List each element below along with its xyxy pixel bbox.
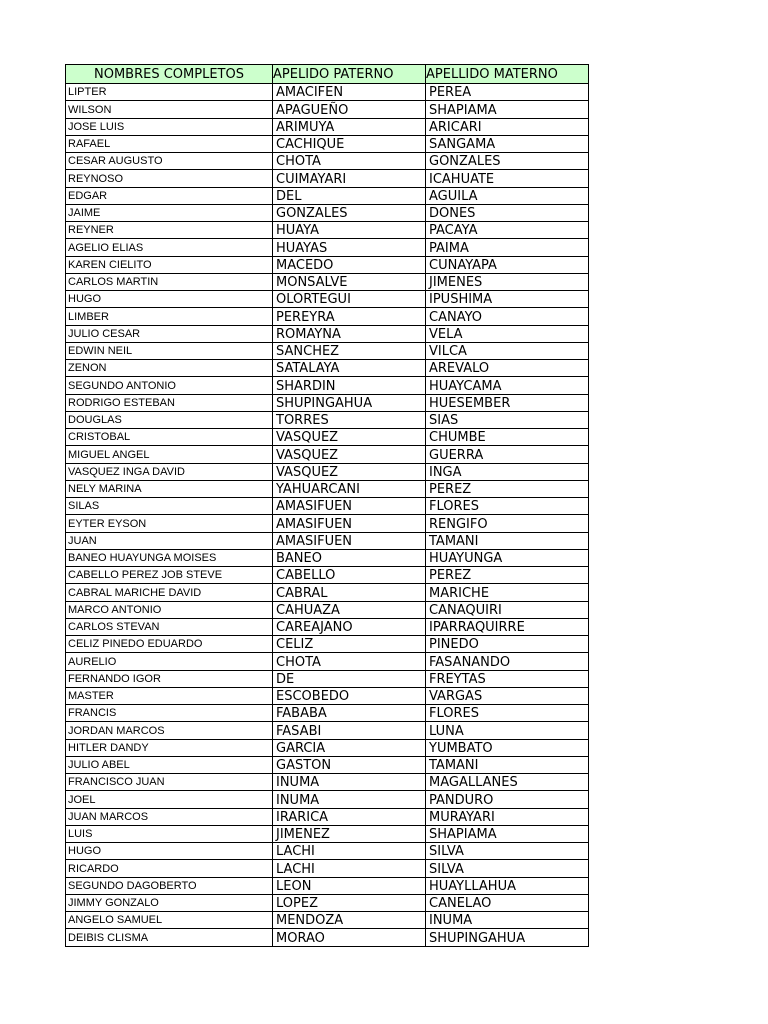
table-row — [66, 825, 589, 842]
cell-apellido-materno: YUMBATO — [426, 739, 589, 756]
cell-apellido-materno: IPARRAQUIRRE — [426, 618, 589, 635]
cell-apellido-materno: CHUMBE — [426, 429, 589, 446]
cell-apellido-paterno: CAHUAZA — [273, 601, 426, 618]
cell-nombres: LIMBER — [66, 308, 273, 325]
table-row — [66, 687, 589, 704]
cell-apellido-materno: TAMANI — [426, 532, 589, 549]
table-row — [66, 256, 589, 273]
table-row — [66, 929, 589, 946]
table-row — [66, 636, 589, 653]
cell-apellido-materno: AGUILA — [426, 187, 589, 204]
cell-nombres: FRANCIS — [66, 705, 273, 722]
table-row — [66, 808, 589, 825]
cell-apellido-paterno: OLORTEGUI — [273, 291, 426, 308]
cell-apellido-materno: HUESEMBER — [426, 394, 589, 411]
cell-apellido-paterno: GASTON — [273, 756, 426, 773]
cell-nombres: CESAR AUGUSTO — [66, 153, 273, 170]
table-row — [66, 515, 589, 532]
cell-apellido-paterno: CACHIQUE — [273, 135, 426, 152]
cell-apellido-paterno: LACHI — [273, 843, 426, 860]
table-row — [66, 411, 589, 428]
cell-apellido-materno: SILVA — [426, 843, 589, 860]
cell-apellido-paterno: SHARDIN — [273, 377, 426, 394]
cell-apellido-materno: FLORES — [426, 705, 589, 722]
cell-apellido-paterno: CABRAL — [273, 584, 426, 601]
cell-apellido-paterno: MONSALVE — [273, 273, 426, 290]
header-row — [66, 65, 589, 84]
cell-apellido-materno: SHAPIAMA — [426, 825, 589, 842]
table-row — [66, 670, 589, 687]
cell-nombres: CELIZ PINEDO EDUARDO — [66, 636, 273, 653]
cell-nombres: DOUGLAS — [66, 411, 273, 428]
table-row — [66, 222, 589, 239]
cell-apellido-materno: SIAS — [426, 411, 589, 428]
cell-apellido-paterno: SATALAYA — [273, 360, 426, 377]
cell-nombres: LUIS — [66, 825, 273, 842]
cell-apellido-paterno: DE — [273, 670, 426, 687]
cell-apellido-paterno: CUIMAYARI — [273, 170, 426, 187]
table-row — [66, 325, 589, 342]
cell-nombres: ANGELO SAMUEL — [66, 912, 273, 929]
header-nombres: NOMBRES COMPLETOS — [66, 65, 273, 84]
table-row — [66, 843, 589, 860]
cell-apellido-materno: TAMANI — [426, 756, 589, 773]
cell-nombres: EYTER EYSON — [66, 515, 273, 532]
cell-apellido-paterno: PEREYRA — [273, 308, 426, 325]
cell-nombres: LIPTER — [66, 84, 273, 101]
header-apellido-materno: APELLIDO MATERNO — [426, 65, 589, 84]
cell-nombres: KAREN CIELITO — [66, 256, 273, 273]
cell-apellido-paterno: AMASIFUEN — [273, 515, 426, 532]
cell-apellido-paterno: GONZALES — [273, 204, 426, 221]
cell-apellido-paterno: CHOTA — [273, 653, 426, 670]
cell-apellido-materno: RENGIFO — [426, 515, 589, 532]
cell-nombres: MARCO ANTONIO — [66, 601, 273, 618]
table-row — [66, 894, 589, 911]
cell-nombres: AGELIO ELIAS — [66, 239, 273, 256]
cell-apellido-materno: FASANANDO — [426, 653, 589, 670]
table-row — [66, 429, 589, 446]
cell-nombres: JORDAN MARCOS — [66, 722, 273, 739]
cell-apellido-materno: GONZALES — [426, 153, 589, 170]
cell-apellido-paterno: ROMAYNA — [273, 325, 426, 342]
cell-nombres: REYNER — [66, 222, 273, 239]
table-row — [66, 739, 589, 756]
cell-apellido-materno: LUNA — [426, 722, 589, 739]
cell-nombres: CABELLO PEREZ JOB STEVE — [66, 567, 273, 584]
cell-apellido-materno: JIMENES — [426, 273, 589, 290]
cell-apellido-materno: INUMA — [426, 912, 589, 929]
table-row — [66, 135, 589, 152]
cell-nombres: CARLOS MARTIN — [66, 273, 273, 290]
table-row — [66, 153, 589, 170]
cell-apellido-materno: DONES — [426, 204, 589, 221]
cell-apellido-materno: VELA — [426, 325, 589, 342]
table-row — [66, 170, 589, 187]
cell-nombres: JOEL — [66, 791, 273, 808]
cell-apellido-paterno: LOPEZ — [273, 894, 426, 911]
cell-apellido-materno: PAIMA — [426, 239, 589, 256]
table-row — [66, 308, 589, 325]
cell-nombres: CRISTOBAL — [66, 429, 273, 446]
cell-nombres: SILAS — [66, 498, 273, 515]
cell-apellido-paterno: BANEO — [273, 549, 426, 566]
cell-apellido-materno: PINEDO — [426, 636, 589, 653]
cell-nombres: RICARDO — [66, 860, 273, 877]
cell-apellido-materno: MARICHE — [426, 584, 589, 601]
cell-apellido-paterno: DEL — [273, 187, 426, 204]
table-row — [66, 618, 589, 635]
table-row — [66, 187, 589, 204]
cell-apellido-paterno: INUMA — [273, 774, 426, 791]
cell-apellido-paterno: CELIZ — [273, 636, 426, 653]
table-row — [66, 860, 589, 877]
cell-apellido-materno: CANELAO — [426, 894, 589, 911]
cell-apellido-materno: HUAYLLAHUA — [426, 877, 589, 894]
cell-nombres: RODRIGO ESTEBAN — [66, 394, 273, 411]
header-apellido-paterno: APELIDO PATERNO — [273, 65, 426, 84]
cell-apellido-paterno: IRARICA — [273, 808, 426, 825]
table-row — [66, 756, 589, 773]
cell-nombres: BANEO HUAYUNGA MOISES — [66, 549, 273, 566]
table-row — [66, 584, 589, 601]
cell-apellido-paterno: VASQUEZ — [273, 446, 426, 463]
cell-apellido-materno: GUERRA — [426, 446, 589, 463]
cell-apellido-paterno: CHOTA — [273, 153, 426, 170]
cell-nombres: JIMMY GONZALO — [66, 894, 273, 911]
cell-apellido-paterno: TORRES — [273, 411, 426, 428]
cell-nombres: JOSE LUIS — [66, 118, 273, 135]
cell-apellido-materno: SANGAMA — [426, 135, 589, 152]
cell-apellido-paterno: JIMENEZ — [273, 825, 426, 842]
cell-apellido-paterno: CABELLO — [273, 567, 426, 584]
cell-apellido-paterno: HUAYA — [273, 222, 426, 239]
cell-apellido-materno: ICAHUATE — [426, 170, 589, 187]
cell-apellido-materno: CANAYO — [426, 308, 589, 325]
cell-apellido-paterno: GARCIA — [273, 739, 426, 756]
cell-apellido-paterno: FASABI — [273, 722, 426, 739]
cell-apellido-materno: SHAPIAMA — [426, 101, 589, 118]
table-row — [66, 912, 589, 929]
cell-apellido-paterno: LEON — [273, 877, 426, 894]
table-row — [66, 877, 589, 894]
cell-nombres: HITLER DANDY — [66, 739, 273, 756]
cell-nombres: SEGUNDO DAGOBERTO — [66, 877, 273, 894]
cell-apellido-paterno: SHUPINGAHUA — [273, 394, 426, 411]
cell-apellido-materno: PANDURO — [426, 791, 589, 808]
cell-apellido-paterno: ESCOBEDO — [273, 687, 426, 704]
cell-nombres: JULIO ABEL — [66, 756, 273, 773]
cell-nombres: JUAN — [66, 532, 273, 549]
cell-apellido-materno: CANAQUIRI — [426, 601, 589, 618]
cell-apellido-materno: PEREZ — [426, 480, 589, 497]
cell-apellido-materno: INGA — [426, 463, 589, 480]
cell-nombres: ZENON — [66, 360, 273, 377]
cell-apellido-paterno: AMACIFEN — [273, 84, 426, 101]
table-row — [66, 446, 589, 463]
table-row — [66, 567, 589, 584]
cell-nombres: RAFAEL — [66, 135, 273, 152]
table-row — [66, 291, 589, 308]
cell-apellido-paterno: FABABA — [273, 705, 426, 722]
cell-apellido-paterno: MACEDO — [273, 256, 426, 273]
cell-apellido-materno: PEREZ — [426, 567, 589, 584]
cell-apellido-materno: PACAYA — [426, 222, 589, 239]
cell-nombres: MASTER — [66, 687, 273, 704]
cell-apellido-materno: HUAYCAMA — [426, 377, 589, 394]
table-row — [66, 84, 589, 101]
cell-apellido-materno: FLORES — [426, 498, 589, 515]
cell-apellido-materno: FREYTAS — [426, 670, 589, 687]
table-row — [66, 722, 589, 739]
cell-nombres: JAIME — [66, 204, 273, 221]
cell-apellido-paterno: APAGUEÑO — [273, 101, 426, 118]
cell-nombres: JUAN MARCOS — [66, 808, 273, 825]
cell-apellido-materno: HUAYUNGA — [426, 549, 589, 566]
table-row — [66, 774, 589, 791]
cell-nombres: DEIBIS CLISMA — [66, 929, 273, 946]
table-body — [66, 84, 589, 947]
cell-nombres: WILSON — [66, 101, 273, 118]
cell-nombres: FRANCISCO JUAN — [66, 774, 273, 791]
cell-nombres: JULIO CESAR — [66, 325, 273, 342]
cell-apellido-materno: VILCA — [426, 342, 589, 359]
cell-apellido-paterno: LACHI — [273, 860, 426, 877]
cell-apellido-materno: MURAYARI — [426, 808, 589, 825]
table-row — [66, 377, 589, 394]
cell-nombres: HUGO — [66, 291, 273, 308]
cell-nombres: CABRAL MARICHE DAVID — [66, 584, 273, 601]
cell-nombres: EDGAR — [66, 187, 273, 204]
cell-apellido-materno: ARICARI — [426, 118, 589, 135]
cell-apellido-materno: IPUSHIMA — [426, 291, 589, 308]
table-row — [66, 601, 589, 618]
table-row — [66, 705, 589, 722]
table-row — [66, 101, 589, 118]
cell-apellido-materno: SHUPINGAHUA — [426, 929, 589, 946]
table-row — [66, 273, 589, 290]
cell-apellido-paterno: YAHUARCANI — [273, 480, 426, 497]
cell-nombres: VASQUEZ INGA DAVID — [66, 463, 273, 480]
cell-apellido-paterno: CAREAJANO — [273, 618, 426, 635]
cell-apellido-paterno: VASQUEZ — [273, 429, 426, 446]
table-row — [66, 118, 589, 135]
cell-nombres: MIGUEL ANGEL — [66, 446, 273, 463]
cell-apellido-materno: SILVA — [426, 860, 589, 877]
cell-apellido-paterno: MORAO — [273, 929, 426, 946]
cell-apellido-materno: CUNAYAPA — [426, 256, 589, 273]
table-row — [66, 342, 589, 359]
table-row — [66, 360, 589, 377]
cell-apellido-materno: AREVALO — [426, 360, 589, 377]
cell-nombres: NELY MARINA — [66, 480, 273, 497]
table-row — [66, 204, 589, 221]
table-row — [66, 532, 589, 549]
cell-apellido-paterno: INUMA — [273, 791, 426, 808]
cell-apellido-paterno: HUAYAS — [273, 239, 426, 256]
names-table — [65, 64, 589, 947]
cell-apellido-paterno: MENDOZA — [273, 912, 426, 929]
table-row — [66, 239, 589, 256]
cell-apellido-paterno: AMASIFUEN — [273, 498, 426, 515]
table-row — [66, 394, 589, 411]
cell-apellido-materno: MAGALLANES — [426, 774, 589, 791]
table-row — [66, 480, 589, 497]
cell-apellido-materno: VARGAS — [426, 687, 589, 704]
cell-nombres: HUGO — [66, 843, 273, 860]
cell-apellido-paterno: AMASIFUEN — [273, 532, 426, 549]
cell-apellido-paterno: ARIMUYA — [273, 118, 426, 135]
cell-nombres: REYNOSO — [66, 170, 273, 187]
table-row — [66, 463, 589, 480]
cell-apellido-materno: PEREA — [426, 84, 589, 101]
cell-nombres: CARLOS STEVAN — [66, 618, 273, 635]
table-row — [66, 549, 589, 566]
table-row — [66, 653, 589, 670]
cell-nombres: SEGUNDO ANTONIO — [66, 377, 273, 394]
cell-nombres: FERNANDO IGOR — [66, 670, 273, 687]
cell-apellido-paterno: VASQUEZ — [273, 463, 426, 480]
table-row — [66, 791, 589, 808]
table-row — [66, 498, 589, 515]
cell-apellido-paterno: SANCHEZ — [273, 342, 426, 359]
cell-nombres: EDWIN NEIL — [66, 342, 273, 359]
cell-nombres: AURELIO — [66, 653, 273, 670]
